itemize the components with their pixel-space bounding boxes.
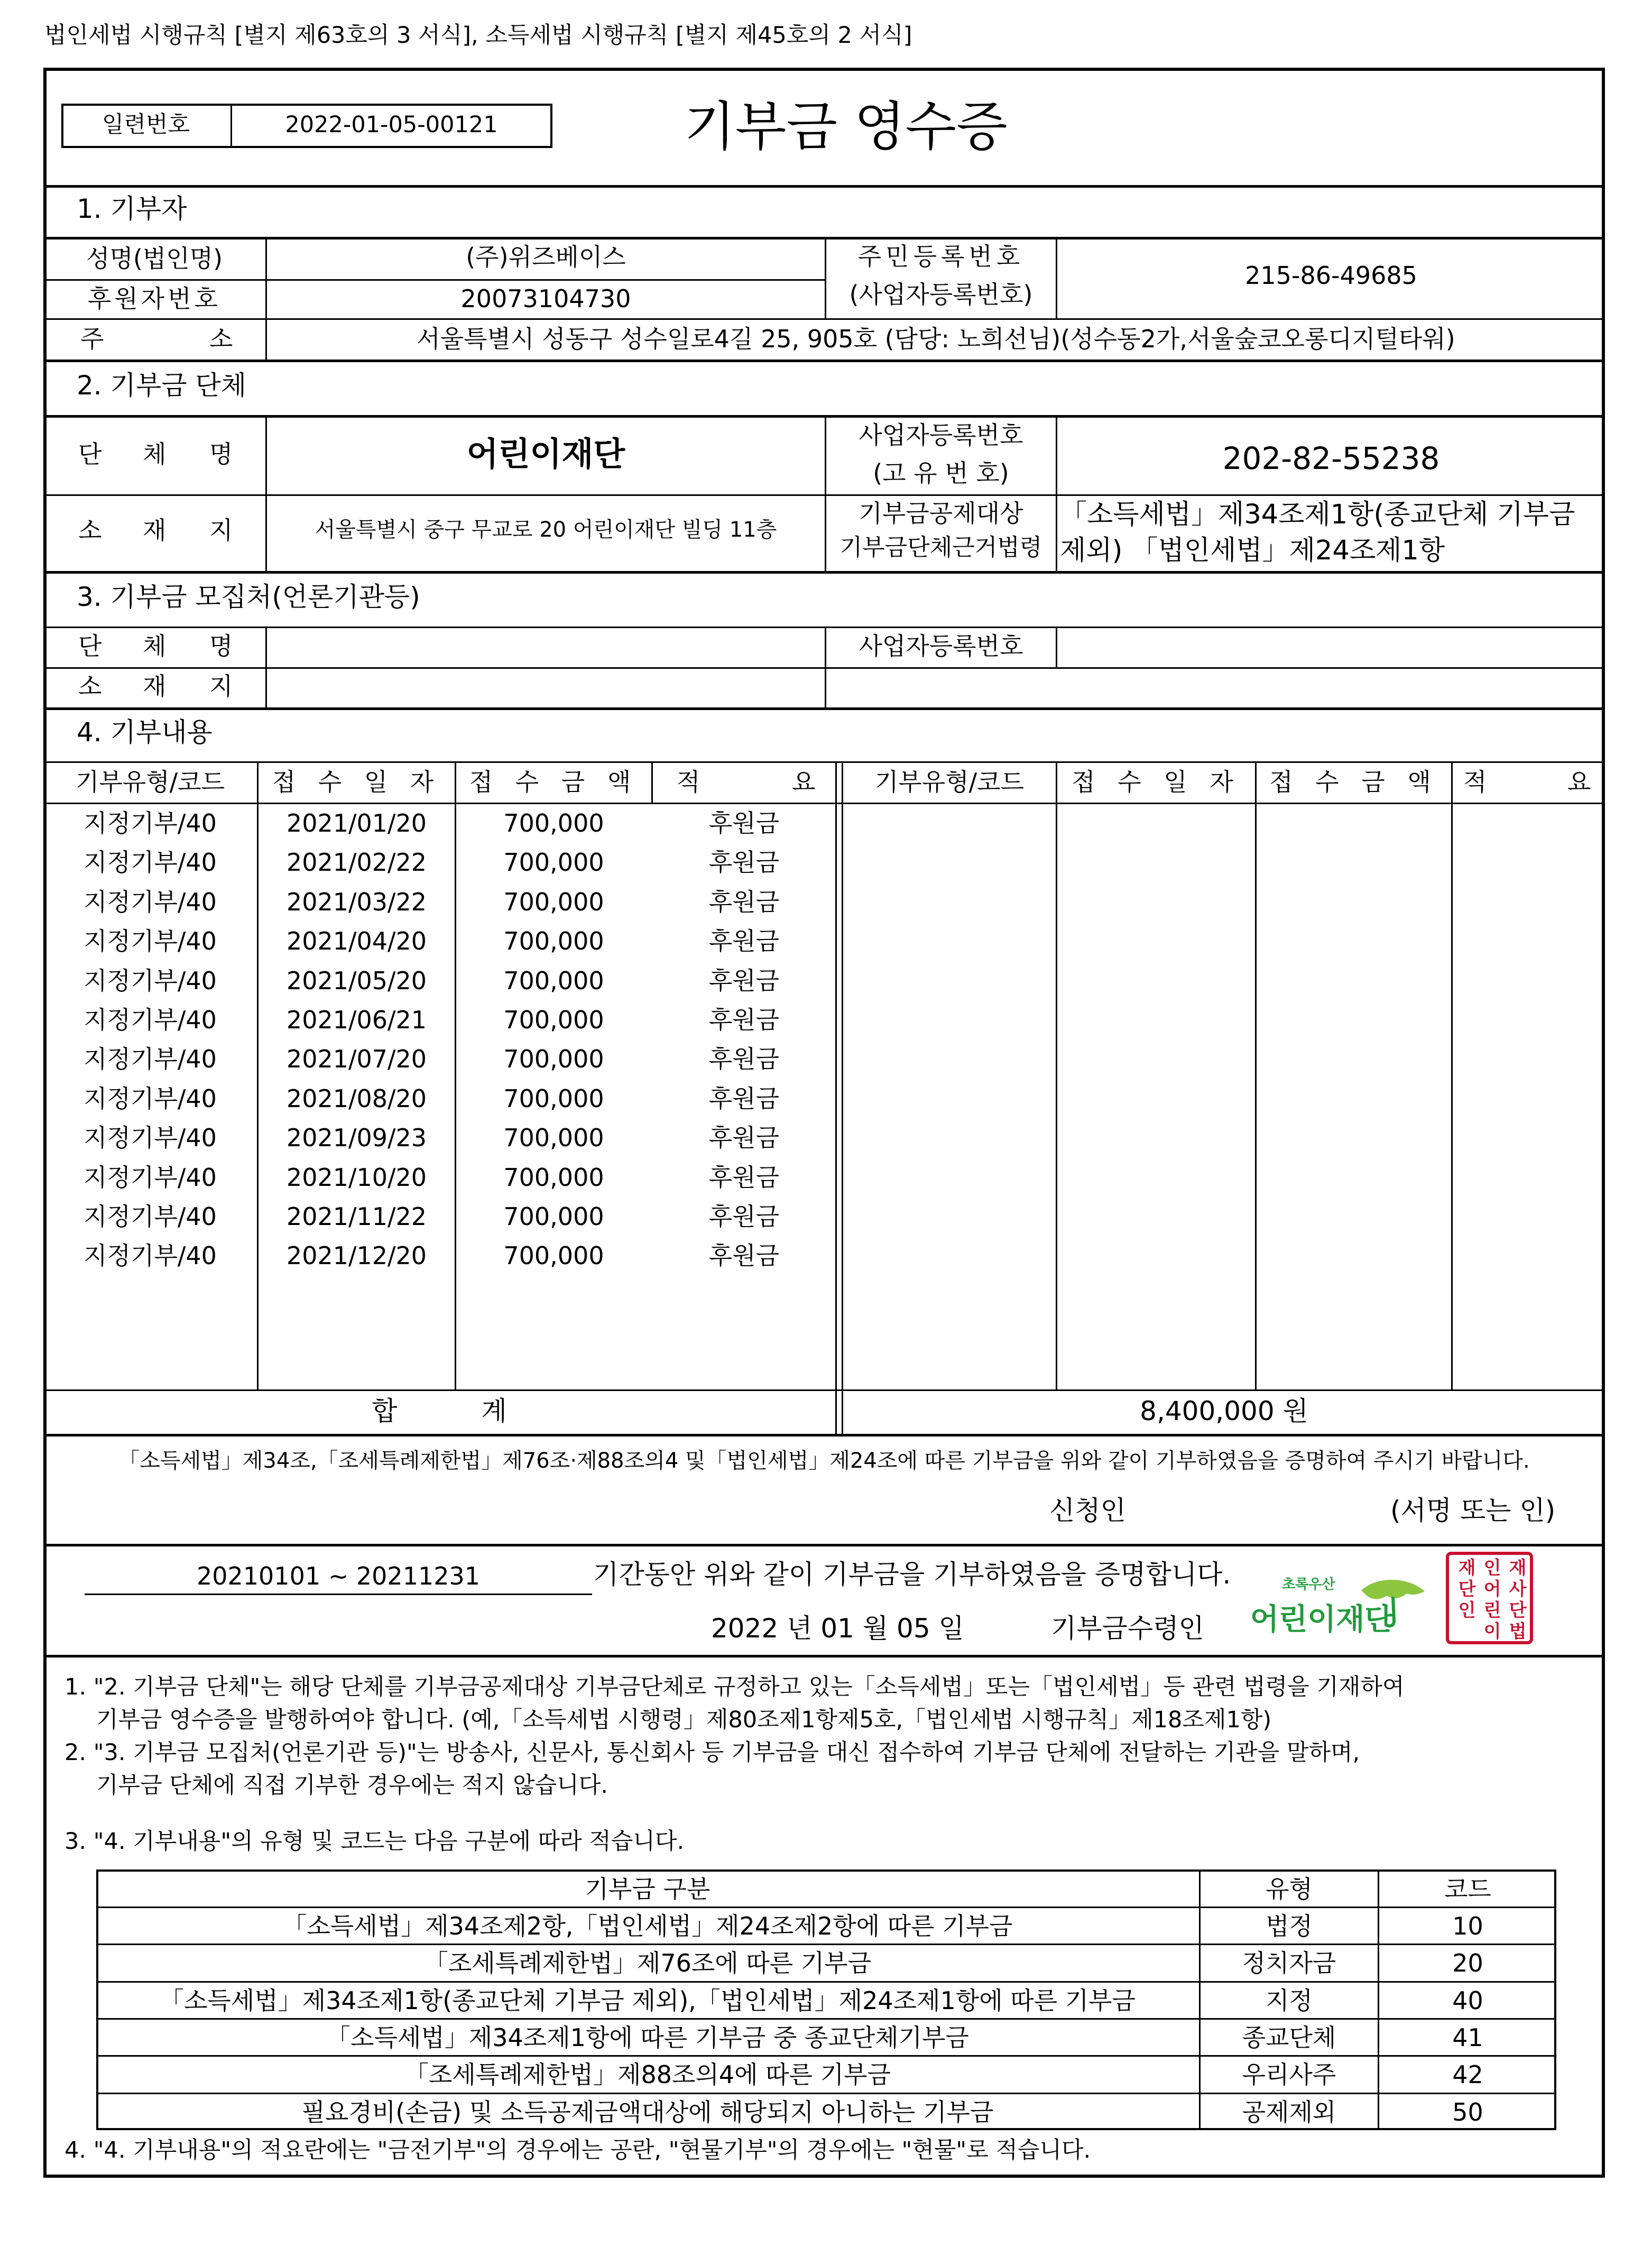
- reg-no-label-1: 주민등록번호: [857, 242, 1025, 271]
- row-note: 후원금: [708, 887, 780, 916]
- row-amount: 700,000: [503, 1084, 604, 1113]
- code-value: 42: [1452, 2060, 1483, 2089]
- seal-char: 어: [1483, 1579, 1501, 1600]
- org-name-label-2: 체: [143, 440, 167, 468]
- collector-name-label-3: 명: [209, 632, 233, 660]
- org-location-label-3: 지: [209, 516, 233, 545]
- row-amount: 700,000: [503, 1006, 604, 1034]
- row-type: 지정기부/40: [84, 927, 217, 956]
- code-desc: 「소득세법」제34조제1항에 따른 기부금 중 종교단체기부금: [326, 2023, 969, 2052]
- seal-char: 단: [1458, 1579, 1476, 1600]
- section-org-title: 2. 기부금 단체: [77, 370, 246, 401]
- code-type: 법정: [1266, 1912, 1313, 1940]
- col-date-header-right: 접 수 일 자: [1072, 768, 1241, 796]
- certify-text: 기간동안 위와 같이 기부금을 기부하였음을 증명합니다.: [593, 1559, 1231, 1590]
- row-date: 2021/05/20: [286, 966, 427, 995]
- total-value: 8,400,000 원: [1140, 1396, 1308, 1426]
- signature-label: (서명 또는 인): [1390, 1495, 1556, 1526]
- row-type: 지정기부/40: [84, 887, 217, 916]
- col-type-header-right: 기부유형/코드: [874, 768, 1025, 796]
- row-note: 후원금: [708, 1202, 780, 1231]
- seal-char: 인: [1483, 1558, 1501, 1579]
- note-1: 1. "2. 기부금 단체"는 해당 단체를 기부금공제대상 기부금단체로 규정하고 있는「소득세법」또는「법인세법」등 관련 법령을 기재하여: [64, 1674, 1405, 1700]
- collector-biz-label: 사업자등록번호: [859, 632, 1023, 660]
- collector-location-label-1: 소: [78, 672, 102, 701]
- code-desc: 「소득세법」제34조제1항(종교단체 기부금 제외),「법인세법」제24조제1항에 따른 기부금: [159, 1986, 1136, 2015]
- col-type-header: 기부유형/코드: [75, 768, 225, 796]
- sponsor-no: 20073104730: [460, 284, 631, 313]
- code-value: 50: [1452, 2097, 1483, 2126]
- org-law-2: 제외) 「법인세법」제24조제1항: [1060, 535, 1445, 566]
- sponsor-no-label: 후원자번호: [87, 284, 222, 313]
- period: 20210101 ~ 20211231: [196, 1562, 481, 1590]
- row-type: 지정기부/40: [84, 1163, 217, 1192]
- note-2-cont: 기부금 단체에 직접 기부한 경우에는 적지 않습니다.: [96, 1772, 608, 1799]
- row-note: 후원금: [708, 927, 780, 956]
- seal-char: 재: [1458, 1558, 1476, 1579]
- code-value: 40: [1452, 1986, 1483, 2015]
- applicant-label: 신청인: [1049, 1495, 1126, 1526]
- total-label: 합 계: [372, 1396, 507, 1426]
- issue-date: 2022 년 01 월 05 일: [711, 1613, 964, 1644]
- seal-char: 법: [1509, 1621, 1527, 1642]
- row-date: 2021/12/20: [286, 1241, 427, 1270]
- code-table-header-desc: 기부금 구분: [585, 1875, 710, 1903]
- code-type: 정치자금: [1242, 1949, 1336, 1978]
- org-location: 서울특별시 중구 무교로 20 어린이재단 빌딩 11층: [315, 518, 777, 542]
- code-type: 종교단체: [1242, 2023, 1336, 2052]
- row-type: 지정기부/40: [84, 1045, 217, 1074]
- row-note: 후원금: [708, 848, 780, 877]
- org-law-label-1: 기부금공제대상: [859, 499, 1023, 528]
- logo-small-text: 초록우산: [1282, 1577, 1335, 1592]
- org-law-1: 「소득세법」제34조제1항(종교단체 기부금: [1060, 499, 1575, 530]
- row-amount: 700,000: [503, 1241, 604, 1270]
- org-logo: [1250, 1576, 1441, 1644]
- row-date: 2021/02/22: [286, 848, 427, 877]
- row-date: 2021/04/20: [286, 927, 427, 956]
- note-1-cont: 기부금 영수증을 발행하여야 합니다. (예,「소득세법 시행령」제80조제1항제5호,「법인세법 시행규칙」제18조제1항): [96, 1707, 1272, 1733]
- section-contents-title: 4. 기부내용: [77, 717, 213, 748]
- row-type: 지정기부/40: [84, 848, 217, 877]
- logo-main-text: 어린이재단: [1250, 1603, 1393, 1637]
- row-amount: 700,000: [503, 1124, 604, 1153]
- org-biz-label-1: 사업자등록번호: [859, 421, 1023, 449]
- row-note: 후원금: [708, 1084, 780, 1113]
- col-note-header-right-1: 적: [1463, 768, 1487, 796]
- row-amount: 700,000: [503, 887, 604, 916]
- row-date: 2021/09/23: [286, 1124, 427, 1153]
- org-name-label-3: 명: [209, 440, 233, 468]
- address-label-1: 주: [80, 325, 104, 353]
- collector-location-label-3: 지: [209, 672, 233, 701]
- row-note: 후원금: [708, 966, 780, 995]
- note-3: 3. "4. 기부내용"의 유형 및 코드는 다음 구분에 따라 적습니다.: [64, 1828, 685, 1855]
- seal-char: 단: [1509, 1600, 1527, 1621]
- receipt-frame: [43, 68, 1605, 2178]
- code-desc: 「조세특례제한법」제76조에 따른 기부금: [423, 1949, 872, 1978]
- row-type: 지정기부/40: [84, 1241, 217, 1270]
- row-date: 2021/03/22: [286, 887, 427, 916]
- row-type: 지정기부/40: [84, 1124, 217, 1153]
- code-desc: 필요경비(손금) 및 소득공제금액대상에 해당되지 아니하는 기부금: [301, 2097, 994, 2126]
- row-date: 2021/11/22: [286, 1202, 427, 1231]
- row-amount: 700,000: [503, 1163, 604, 1192]
- row-note: 후원금: [708, 1241, 780, 1270]
- form-header: 법인세법 시행규칙 [별지 제63호의 3 서식], 소득세법 시행규칙 [별지 제45호의 2 서식]: [44, 22, 912, 49]
- row-amount: 700,000: [503, 927, 604, 956]
- section-collector-title: 3. 기부금 모집처(언론기관등): [77, 582, 420, 612]
- col-note-header-2: 요: [792, 768, 816, 796]
- row-amount: 700,000: [503, 1045, 604, 1074]
- note-2: 2. "3. 기부금 모집처(언론기관 등)"는 방송사, 신문사, 통신회사 등 기부금을 대신 접수하여 기부금 단체에 전달하는 기관을 말하며,: [64, 1739, 1360, 1766]
- note-4: 4. "4. 기부내용"의 적요란에는 "금전기부"의 경우에는 공란, "현물기부"의 경우에는 "현물"로 적습니다.: [64, 2137, 1091, 2163]
- code-table-header-type: 유형: [1266, 1875, 1313, 1903]
- receiver-label: 기부금수령인: [1051, 1613, 1204, 1644]
- row-note: 후원금: [708, 809, 780, 837]
- code-value: 41: [1452, 2023, 1483, 2052]
- col-note-header-right-2: 요: [1567, 768, 1591, 796]
- seal-char: 인: [1458, 1600, 1476, 1621]
- code-desc: 「소득세법」제34조제2항,「법인세법」제24조제2항에 따른 기부금: [282, 1912, 1013, 1940]
- code-type: 우리사주: [1242, 2060, 1336, 2089]
- row-date: 2021/06/21: [286, 1006, 427, 1034]
- reg-no: 215-86-49685: [1245, 261, 1417, 290]
- col-amount-header-right: 접 수 금 액: [1269, 768, 1438, 796]
- code-type: 공제제외: [1242, 2097, 1336, 2126]
- org-law-label-2: 기부금단체근거법령: [839, 534, 1042, 561]
- row-note: 후원금: [708, 1006, 780, 1034]
- donor-address: 서울특별시 성동구 성수일로4길 25, 905호 (담당: 노희선님)(성수동2가,서울숲코오롱디지털타워): [417, 325, 1455, 353]
- collector-name-label-1: 단: [78, 632, 102, 660]
- row-date: 2021/10/20: [286, 1163, 427, 1192]
- row-type: 지정기부/40: [84, 1202, 217, 1231]
- row-date: 2021/01/20: [286, 809, 427, 837]
- code-desc: 「조세특례제한법」제88조의4에 따른 기부금: [404, 2060, 891, 2089]
- page-title: 기부금 영수증: [684, 96, 1008, 158]
- org-name-label-1: 단: [78, 440, 102, 468]
- org-biz-no: 202-82-55238: [1222, 440, 1440, 476]
- reg-no-label-2: (사업자등록번호): [849, 280, 1033, 309]
- org-location-label-1: 소: [78, 516, 102, 545]
- row-amount: 700,000: [503, 848, 604, 877]
- serial-label: 일련번호: [101, 112, 190, 138]
- row-amount: 700,000: [503, 809, 604, 837]
- row-amount: 700,000: [503, 1202, 604, 1231]
- row-type: 지정기부/40: [84, 966, 217, 995]
- org-name: 어린이재단: [466, 435, 625, 473]
- row-date: 2021/08/20: [286, 1084, 427, 1113]
- serial-number: 2022-01-05-00121: [285, 112, 498, 138]
- section-donor-title: 1. 기부자: [77, 194, 187, 224]
- donor-name-label: 성명(법인명): [86, 244, 223, 273]
- code-value: 20: [1452, 1949, 1483, 1978]
- row-type: 지정기부/40: [84, 809, 217, 837]
- address-label-2: 소: [209, 325, 233, 353]
- official-seal: [1446, 1552, 1533, 1644]
- org-biz-label-2: (고 유 번 호): [873, 459, 1009, 487]
- seal-char: 재: [1509, 1558, 1527, 1579]
- seal-char: 이: [1483, 1621, 1501, 1642]
- org-location-label-2: 재: [143, 516, 167, 545]
- row-note: 후원금: [708, 1124, 780, 1153]
- code-table-header-code: 코드: [1444, 1875, 1491, 1903]
- row-date: 2021/07/20: [286, 1045, 427, 1074]
- collector-location-label-2: 재: [143, 672, 167, 701]
- donor-name: (주)위즈베이스: [466, 243, 626, 271]
- row-note: 후원금: [708, 1045, 780, 1074]
- collector-name-label-2: 체: [143, 632, 167, 660]
- seal-char: 린: [1483, 1600, 1501, 1621]
- row-type: 지정기부/40: [84, 1006, 217, 1034]
- row-note: 후원금: [708, 1163, 780, 1192]
- col-date-header: 접 수 일 자: [272, 768, 441, 796]
- code-value: 10: [1452, 1912, 1483, 1940]
- row-type: 지정기부/40: [84, 1084, 217, 1113]
- seal-char: 사: [1509, 1579, 1527, 1600]
- code-type: 지정: [1266, 1986, 1313, 2015]
- col-amount-header: 접 수 금 액: [469, 768, 639, 796]
- declaration-text: 「소득세법」제34조,「조세특례제한법」제76조·제88조의4 및「법인세법」제24조에 따른 기부금을 위와 같이 기부하였음을 증명하여 주시기 바랍니다.: [118, 1449, 1530, 1473]
- col-note-header-1: 적: [677, 768, 700, 796]
- row-amount: 700,000: [503, 966, 604, 995]
